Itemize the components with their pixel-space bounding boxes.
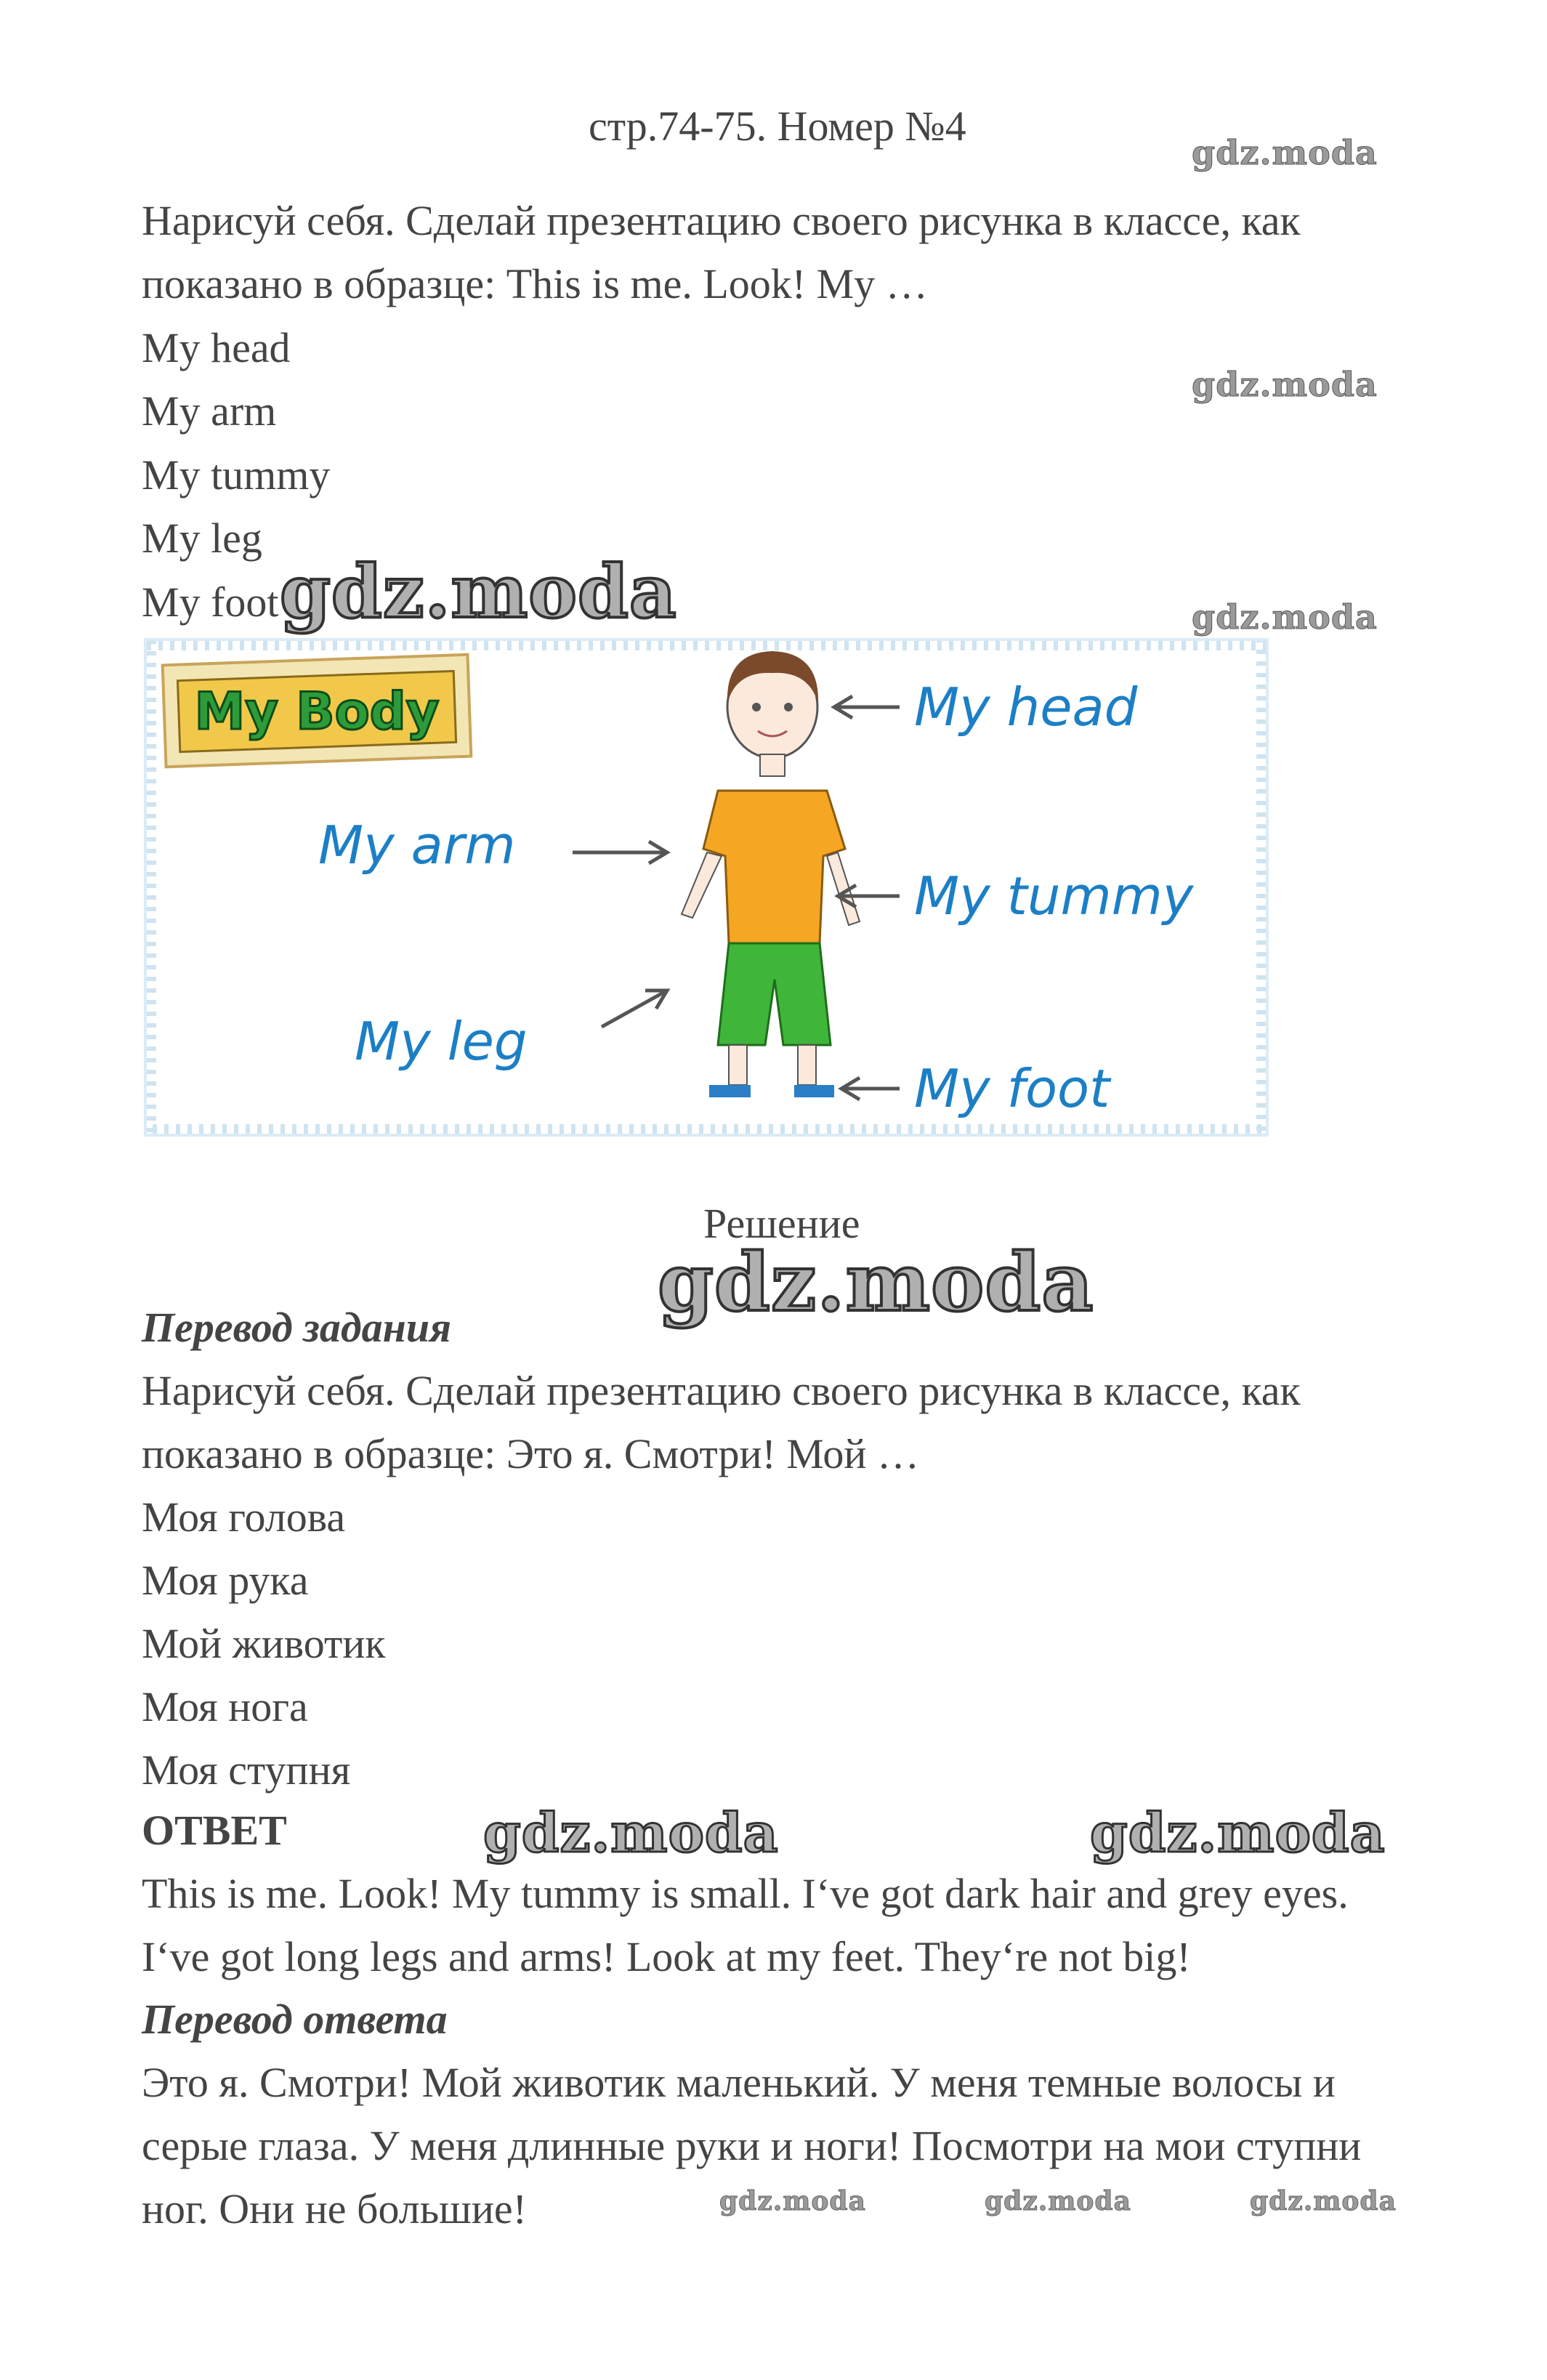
translation-answer-line-2: серые глаза. У меня длинные руки и ноги! Посмотри на мои ступни bbox=[142, 2122, 1362, 2169]
my-body-picture bbox=[144, 638, 1269, 1137]
translation-task-heading: Перевод задания bbox=[142, 1304, 451, 1351]
translation-phrase: Мой животик bbox=[142, 1620, 386, 1667]
translation-task-line-2: показано в образце: Это я. Смотри! Мой … bbox=[142, 1430, 919, 1477]
watermark: gdz.moda bbox=[658, 1235, 1094, 1329]
task-text-line-2: показано в образце: This is me. Look! My … bbox=[142, 260, 928, 307]
task-phrase: My arm bbox=[142, 387, 277, 435]
translation-phrase: Моя нога bbox=[142, 1683, 308, 1730]
translation-answer-line-1: Это я. Смотри! Мой животик маленький. У меня темные волосы и bbox=[142, 2059, 1336, 2106]
task-text-line-1: Нарисуй себя. Сделай презентацию своего рисунка в классе, как bbox=[142, 197, 1301, 244]
solution-label: Решение bbox=[703, 1200, 860, 1247]
task-phrase: My leg bbox=[142, 515, 262, 562]
translation-phrase: Моя рука bbox=[142, 1557, 309, 1604]
watermark: gdz.moda bbox=[1192, 597, 1378, 637]
answer-line-1: This is me. Look! My tummy is small. I‘ve got dark hair and grey eyes. bbox=[142, 1870, 1349, 1917]
answer-heading: ОТВЕТ bbox=[142, 1807, 287, 1854]
watermark: gdz.moda bbox=[985, 2186, 1131, 2216]
translation-phrase: Моя голова bbox=[142, 1493, 346, 1541]
answer-line-2: I‘ve got long legs and arms! Look at my feet. They‘re not big! bbox=[142, 1933, 1191, 1980]
translation-answer-line-3: ног. Они не большие! bbox=[142, 2185, 527, 2232]
watermark: gdz.moda bbox=[719, 2186, 866, 2216]
label-my-leg: My leg bbox=[355, 1011, 528, 1072]
label-my-arm: My arm bbox=[318, 815, 516, 876]
task-phrase: My tummy bbox=[142, 451, 331, 499]
translation-task-line-1: Нарисуй себя. Сделай презентацию своего рисунка в классе, как bbox=[142, 1367, 1301, 1414]
watermark: gdz.moda bbox=[1192, 133, 1378, 172]
label-my-tummy: My tummy bbox=[914, 866, 1194, 927]
task-phrase: My foot bbox=[142, 578, 279, 626]
watermark: gdz.moda bbox=[483, 1802, 779, 1865]
title-badge-text: My Body bbox=[194, 682, 440, 741]
task-phrase: My head bbox=[142, 324, 291, 371]
label-my-head: My head bbox=[914, 677, 1138, 738]
label-my-foot: My foot bbox=[914, 1058, 1110, 1119]
watermark: gdz.moda bbox=[280, 549, 677, 634]
translation-phrase: Моя ступня bbox=[142, 1746, 351, 1794]
watermark: gdz.moda bbox=[1250, 2186, 1397, 2216]
watermark: gdz.moda bbox=[1192, 365, 1378, 404]
title-badge bbox=[163, 655, 472, 767]
translation-answer-heading: Перевод ответа bbox=[142, 1996, 448, 2043]
watermark: gdz.moda bbox=[1090, 1802, 1386, 1865]
page-title: стр.74-75. Номер №4 bbox=[589, 102, 966, 150]
